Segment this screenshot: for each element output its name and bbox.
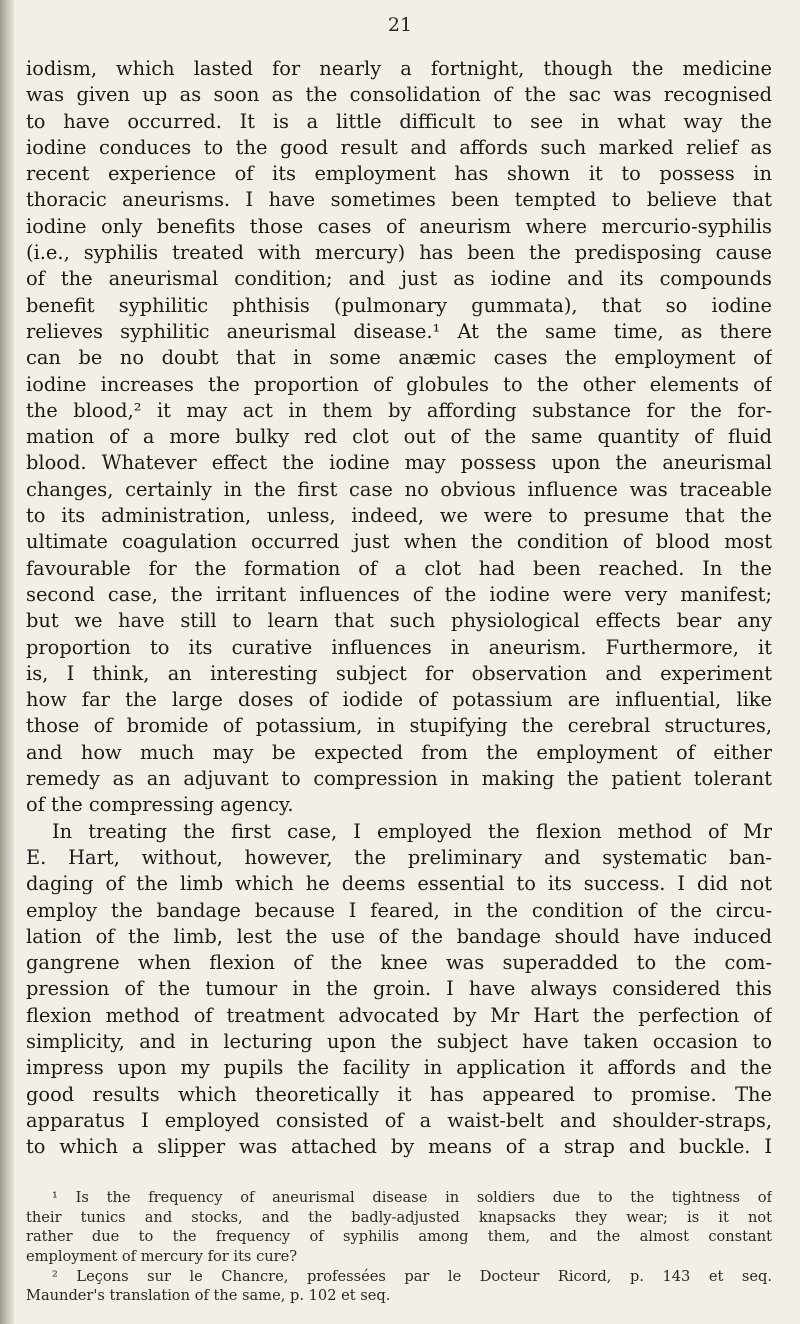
text-line: is, I think, an interesting subject for observation and experiment <box>26 661 772 685</box>
footnote-line: their tunics and stocks, and the badly-adjusted knapsacks they wear; is it not <box>26 1208 772 1226</box>
text-line: ultimate coagulation occurred just when the condition of blood most <box>26 530 772 554</box>
text-line: gangrene when flexion of the knee was superadded to the com- <box>26 951 772 975</box>
text-line: pression of the tumour in the groin. I have always considered this <box>26 977 772 1001</box>
text-line: was given up as soon as the consolidation of the sac was recognised <box>26 83 772 107</box>
text-line: iodine increases the proportion of globules to the other elements of <box>26 372 772 396</box>
text-line: employ the bandage because I feared, in the condition of the circu- <box>26 898 772 922</box>
paragraph <box>26 56 772 819</box>
text-line: E. Hart, without, however, the preliminary and systematic ban- <box>26 845 772 869</box>
book-spine-edge <box>0 0 14 1324</box>
text-line: iodine conduces to the good result and affords such marked relief as <box>26 135 772 159</box>
text-line: iodism, which lasted for nearly a fortnight, though the medicine <box>26 57 772 80</box>
text-line: In treating the first case, I employed the flexion method of Mr <box>52 819 772 843</box>
text-line: to its administration, unless, indeed, we were to presume that the <box>26 504 772 528</box>
text-line: impress upon my pupils the facility in application it affords and the <box>26 1056 772 1080</box>
text-line: benefit syphilitic phthisis (pulmonary gummata), that so iodine <box>26 293 772 317</box>
page-number: 21 <box>387 14 413 36</box>
text-line: flexion method of treatment advocated by Mr Hart the perfection of <box>26 1003 772 1027</box>
footnote-line: ¹ Is the frequency of aneurismal disease in soldiers due to the tightness of <box>52 1189 772 1206</box>
text-line: apparatus I employed consisted of a waist-belt and shoulder-straps, <box>26 1108 772 1132</box>
text-line: mation of a more bulky red clot out of the same quantity of fluid <box>26 425 772 449</box>
footnote <box>26 1267 772 1306</box>
text-line: how far the large doses of iodide of potassium are influential, like <box>26 688 772 712</box>
text-line: can be no doubt that in some anæmic cases the employment of <box>26 346 772 370</box>
text-line: changes, certainly in the first case no obvious influence was traceable <box>26 477 772 501</box>
text-line: of the aneurismal condition; and just as iodine and its compounds <box>26 267 772 291</box>
text-line: to have occurred. It is a little difficult to see in what way the <box>26 109 772 133</box>
text-line: (i.e., syphilis treated with mercury) has been the predisposing cause <box>26 241 772 265</box>
text-line: remedy as an adjuvant to compression in making the patient tolerant <box>26 767 772 791</box>
text-line: relieves syphilitic aneurismal disease.¹ At the same time, as there <box>26 319 772 343</box>
text-line: and how much may be expected from the employment of either <box>26 740 772 764</box>
text-line: favourable for the formation of a clot had been reached. In the <box>26 556 772 580</box>
footnote-line: ² Leçons sur le Chancre, professées par le Docteur Ricord, p. 143 et seq. <box>52 1267 772 1285</box>
text-line: lation of the limb, lest the use of the bandage should have induced <box>26 924 772 948</box>
text-line: thoracic aneurisms. I have sometimes been tempted to believe that <box>26 188 772 212</box>
text-line: second case, the irritant influences of the iodine were very manifest; <box>26 582 772 606</box>
text-line: but we have still to learn that such physiological effects bear any <box>26 609 772 633</box>
footnote <box>26 1188 772 1267</box>
text-line: good results which theoretically it has appeared to promise. The <box>26 1082 772 1106</box>
footnote-line: employment of mercury for its cure? <box>26 1248 298 1266</box>
text-line: daging of the limb which he deems essential to its success. I did not <box>26 872 772 896</box>
footnote-line: Maunder's translation of the same, p. 102 et seq. <box>26 1287 391 1305</box>
footnotes <box>26 1188 772 1306</box>
body-text <box>26 56 772 1160</box>
text-line: to which a slipper was attached by means of a strap and buckle. I <box>26 1135 772 1159</box>
footnote-line: rather due to the frequency of syphilis among them, and the almost constant <box>26 1228 772 1246</box>
text-line: those of bromide of potassium, in stupifying the cerebral structures, <box>26 714 772 738</box>
text-line: blood. Whatever effect the iodine may possess upon the aneurismal <box>26 451 772 475</box>
text-line: iodine only benefits those cases of aneurism where mercurio-syphilis <box>26 214 772 238</box>
text-line: the blood,² it may act in them by affording substance for the for- <box>26 398 772 422</box>
text-line: simplicity, and in lecturing upon the subject have taken occasion to <box>26 1029 772 1053</box>
paragraph <box>26 819 772 1161</box>
text-line: recent experience of its employment has shown it to possess in <box>26 162 772 186</box>
text-line: proportion to its curative influences in aneurism. Furthermore, it <box>26 635 772 659</box>
text-line: of the compressing agency. <box>26 793 294 817</box>
